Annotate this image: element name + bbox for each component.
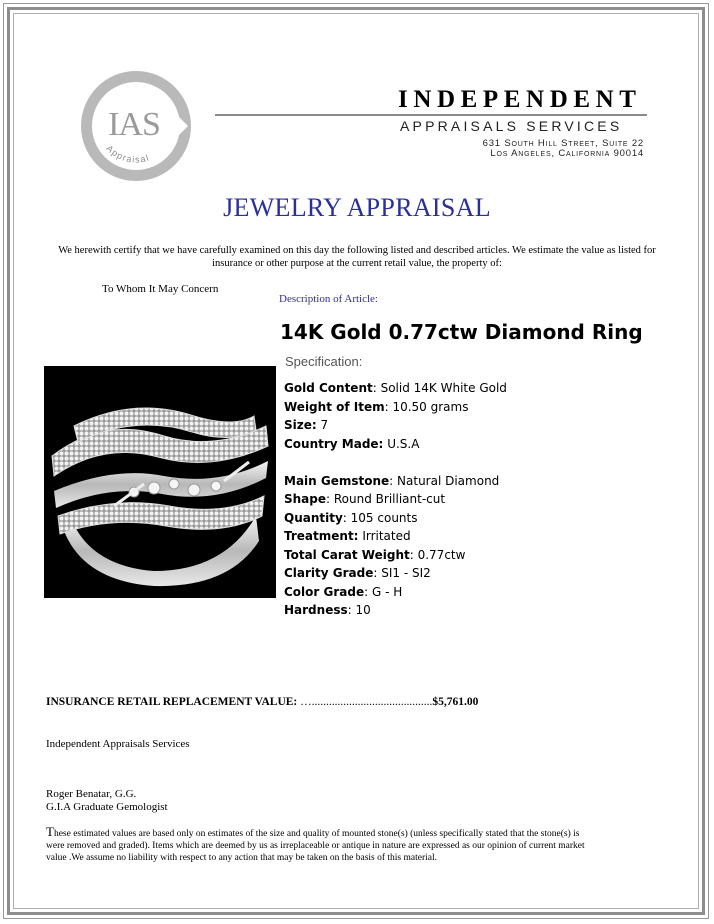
spec-separator: : — [342, 510, 351, 525]
spec-value: 10.50 grams — [392, 399, 469, 414]
spec-value: 105 counts — [350, 510, 418, 525]
logo-letters: IAS — [108, 106, 160, 143]
logo-ring-text: Appraisal — [104, 143, 151, 165]
ring-photo — [44, 366, 276, 598]
address-line-2: Los Angeles, California 90014 — [490, 148, 644, 159]
spec-gold-content — [284, 379, 507, 398]
spec-value: 10 — [355, 603, 371, 617]
disclaimer-initial: T — [46, 824, 54, 839]
spec-shape — [284, 490, 507, 509]
header-divider — [215, 114, 647, 116]
company-subtitle: APPRAISALS SERVICES — [400, 118, 623, 134]
spec-label: Clarity Grade — [284, 566, 374, 580]
signature-company: Independent Appraisals Services — [46, 738, 190, 750]
ias-logo — [78, 68, 194, 184]
spec-separator: : — [409, 547, 418, 562]
spec-value: G - H — [371, 584, 403, 599]
document-title: JEWELRY APPRAISAL — [223, 193, 491, 222]
disclaimer — [46, 826, 594, 864]
spec-label: Gold Content — [284, 381, 373, 395]
spec-value: Solid 14K White Gold — [380, 381, 507, 395]
spec-value: U.S.A — [387, 436, 420, 451]
spec-treatment — [284, 527, 507, 546]
spec-color — [284, 583, 507, 602]
spec-label: Total Carat Weight — [284, 547, 410, 562]
specifications — [284, 379, 507, 620]
company-name: INDEPENDENT — [398, 86, 642, 113]
spec-separator: : — [372, 381, 381, 395]
spec-hardness — [284, 601, 507, 620]
spec-total-carat — [284, 546, 507, 565]
spec-label: Main Gemstone — [284, 473, 390, 488]
address-line-1: 631 South Hill Street, Suite 22 — [482, 138, 644, 149]
spec-separator: : — [326, 492, 334, 506]
spec-country — [284, 435, 507, 454]
spec-separator: : — [389, 473, 398, 488]
spec-value: Natural Diamond — [397, 473, 500, 488]
spec-label: Country Made: — [284, 436, 384, 451]
spec-value: Irritated — [362, 529, 411, 543]
insurance-dots: ….......................................... — [300, 696, 433, 708]
spec-separator: : — [373, 566, 382, 580]
spec-separator: : — [364, 584, 372, 599]
description-label: Description of Article: — [279, 293, 378, 305]
insurance-amount: $5,761.00 — [432, 696, 479, 708]
spec-label: Weight of Item — [284, 399, 385, 414]
signer-name: Roger Benatar, G.G. — [46, 788, 137, 800]
spec-weight — [284, 398, 507, 417]
signer-credential: G.I.A Graduate Gemologist — [46, 801, 168, 813]
spec-value: SI1 - SI2 — [381, 566, 431, 580]
spec-separator: : — [347, 603, 356, 617]
spec-label: Treatment: — [284, 529, 359, 543]
insurance-value-line — [46, 696, 478, 708]
spec-value: Round Brilliant-cut — [333, 492, 446, 506]
disclaimer-text: hese estimated values are based only on estimates of the size and quality of mounted stone(s) (unless specifically stated that the stone(s) is were removed and graded). Items which are deemed by us as irreplaceable or antique in nature are expressed as our opinion of current market value .We assume no liability with respect to any action that may be taken on the basis of this material. — [46, 829, 585, 863]
spec-label: Shape — [284, 492, 327, 506]
certification-text: We herewith certify that we have carefully examined on this day the following listed and described articles. We estimate the value as listed for insurance or other purpose at the current retail value, the property of: — [58, 245, 656, 269]
spec-label: Hardness — [284, 603, 348, 617]
spec-label: Color Grade — [284, 584, 365, 599]
recipient: To Whom It May Concern — [102, 283, 219, 295]
spec-separator: : — [384, 399, 393, 414]
spec-label: Size: — [284, 418, 317, 432]
spec-value: 7 — [320, 418, 329, 432]
spec-quantity — [284, 509, 507, 528]
spec-main-gemstone — [284, 472, 507, 491]
spec-value: 0.77ctw — [417, 547, 466, 562]
insurance-label: INSURANCE RETAIL REPLACEMENT VALUE: — [46, 696, 298, 708]
spec-size — [284, 416, 507, 435]
spec-clarity — [284, 564, 507, 583]
item-title: 14K Gold 0.77ctw Diamond Ring — [280, 320, 643, 344]
spec-label: Quantity — [284, 510, 343, 525]
specification-label: Specification: — [285, 354, 363, 369]
